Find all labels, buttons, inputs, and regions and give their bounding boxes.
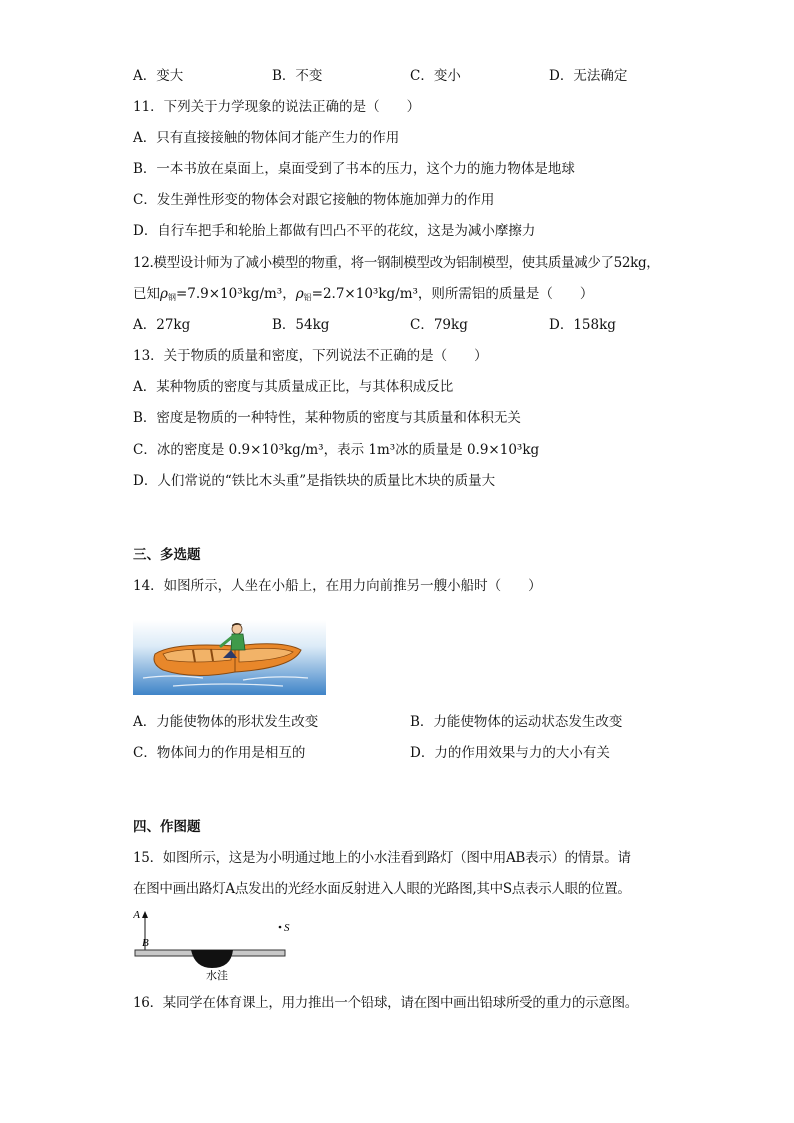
rho-symbol: ρ (160, 286, 168, 302)
q11-option-b: B．一本书放在桌面上，桌面受到了书本的压力，这个力的施力物体是地球 (133, 161, 575, 177)
boat-illustration (133, 620, 326, 695)
q12-given-values (133, 284, 593, 308)
q11-stem: 11．下列关于力学现象的说法正确的是（ ） (133, 99, 421, 115)
section-multiple-choice-heading: 三、多选题 (133, 547, 201, 563)
q13-option-a: A．某种物质的密度与其质量成正比，与其体积成反比 (133, 379, 454, 395)
q10-option-c: C．变小 (410, 68, 461, 84)
steel-density: =7.9×10³kg/m³， (175, 286, 296, 302)
boat-figure (133, 620, 326, 695)
q14-stem: 14．如图所示，人坐在小船上，在用力向前推另一艘小船时（ ） (133, 578, 542, 594)
arrow-head-icon (142, 911, 148, 918)
puddle-figure (133, 906, 303, 984)
q14-option-d: D．力的作用效果与力的大小有关 (410, 745, 610, 761)
q12-option-d: D．158kg (549, 317, 616, 333)
q15-stem-line1: 15．如图所示，这是为小明通过地上的小水洼看到路灯（图中用AB表示）的情景。请 (133, 850, 631, 866)
puddle-diagram (133, 906, 303, 984)
q13-option-b: B．密度是物质的一种特性，某种物质的密度与其质量和体积无关 (133, 410, 521, 426)
label-a: A (133, 909, 140, 921)
q11-option-a: A．只有直接接触的物体间才能产生力的作用 (133, 130, 400, 146)
label-b: B (142, 937, 149, 949)
q10-option-d: D．无法确定 (549, 68, 628, 84)
q13-stem: 13．关于物质的质量和密度，下列说法不正确的是（ ） (133, 348, 488, 364)
q12-option-b: B．54kg (272, 317, 330, 333)
q12-given-prefix: 已知 (133, 286, 160, 302)
q13-option-d: D．人们常说的“铁比木头重”是指铁块的质量比木块的质量大 (133, 473, 496, 489)
q11-option-c: C．发生弹性形变的物体会对跟它接触的物体施加弹力的作用 (133, 192, 495, 208)
eye-point (279, 926, 282, 929)
label-s: S (284, 922, 290, 934)
q14-option-c: C．物体间力的作用是相互的 (133, 745, 306, 761)
q11-option-d: D．自行车把手和轮胎上都做有凹凸不平的花纹，这是为减小摩擦力 (133, 223, 536, 239)
q14-option-b: B．力能使物体的运动状态发生改变 (410, 714, 623, 730)
rho-symbol: ρ (295, 286, 304, 302)
aluminum-density: =2.7×10³kg/m³，则所需铝的质量是（ ） (311, 286, 594, 302)
left-boat-inner (163, 649, 231, 662)
section-drawing-heading: 四、作图题 (133, 819, 201, 835)
q15-stem-line2: 在图中画出路灯A点发出的光经水面反射进入人眼的光路图,其中S点表示人眼的位置。 (133, 881, 631, 897)
q13-option-c: C．冰的密度是 0.9×10³kg/m³，表示 1m³冰的质量是 0.9×10³kg (133, 442, 540, 458)
puddle-label: 水洼 (206, 970, 228, 982)
steel-subscript: 钢 (167, 293, 176, 302)
q16-stem: 16．某同学在体育课上，用力推出一个铅球，请在图中画出铅球所受的重力的示意图。 (133, 995, 638, 1011)
q14-option-a: A．力能使物体的形状发生改变 (133, 714, 319, 730)
q12-stem: 12.模型设计师为了减小模型的物重，将一钢制模型改为铝制模型，使其质量减少了52kg， (133, 255, 660, 271)
q12-option-a: A．27kg (133, 317, 191, 333)
q10-option-b: B．不变 (272, 68, 323, 84)
aluminum-subscript: 铝 (303, 293, 312, 302)
q12-option-c: C．79kg (410, 317, 468, 333)
puddle (191, 950, 233, 968)
q10-option-a: A．变大 (133, 68, 184, 84)
person-head (232, 624, 242, 634)
